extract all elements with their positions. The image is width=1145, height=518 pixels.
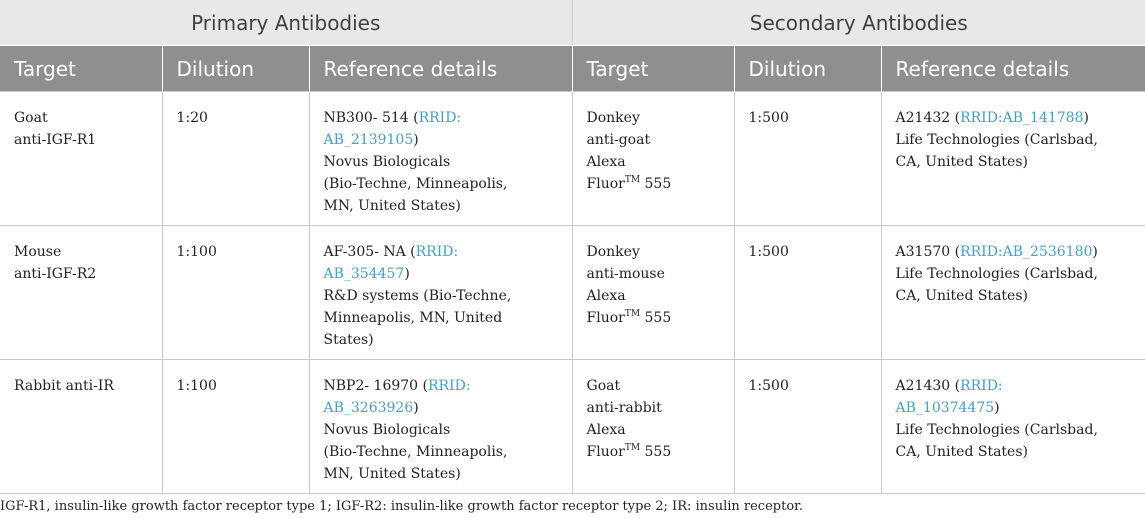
rrid-link[interactable]: AB_10374475 xyxy=(895,400,995,416)
ref-text: R&D systems (Bio-Techne, xyxy=(323,288,512,304)
rrid-link[interactable]: AB_2139105 xyxy=(323,132,414,148)
ref-text: (Bio-Techne, Minneapolis, xyxy=(323,176,508,192)
secondary-dilution-cell: 1:500 xyxy=(734,226,881,360)
rrid-link[interactable]: RRID: xyxy=(418,110,462,126)
rrid-link[interactable]: RRID: xyxy=(415,244,459,260)
table-row xyxy=(0,92,1145,226)
ref-text: ) xyxy=(1083,110,1089,126)
ref-text: (Bio-Techne, Minneapolis, xyxy=(323,444,508,460)
ref-text: CA, United States) xyxy=(895,288,1028,304)
fluor-number: 555 xyxy=(640,310,672,326)
secondary-dilution-cell: 1:500 xyxy=(734,360,881,494)
secondary-reference-cell xyxy=(881,92,1145,226)
primary-target-line: anti-IGF-R1 xyxy=(14,132,97,148)
ref-text: A31570 ( xyxy=(895,244,961,260)
ref-text: ) xyxy=(413,132,419,148)
secondary-dilution-cell: 1:500 xyxy=(734,92,881,226)
primary-dilution-cell: 1:100 xyxy=(162,360,309,494)
rrid-link[interactable]: AB_3263926 xyxy=(323,400,414,416)
trademark-sup: TM xyxy=(624,443,641,453)
ref-text: CA, United States) xyxy=(895,154,1028,170)
trademark-sup: TM xyxy=(624,175,641,185)
secondary-target-line: Goat xyxy=(586,378,621,394)
fluor-text: Fluor xyxy=(586,176,625,192)
column-header-secondary-target: Target xyxy=(572,46,734,92)
column-header-primary-reference: Reference details xyxy=(309,46,572,92)
fluor-text: Fluor xyxy=(586,444,625,460)
ref-text: Life Technologies (Carlsbad, xyxy=(895,266,1098,282)
group-header-primary: Primary Antibodies xyxy=(0,0,572,46)
ref-text: AF-305- NA ( xyxy=(323,244,416,260)
fluor-number: 555 xyxy=(640,444,672,460)
secondary-target-line: anti-mouse xyxy=(586,266,665,282)
secondary-reference-cell xyxy=(881,360,1145,494)
ref-text: CA, United States) xyxy=(895,444,1028,460)
ref-text: A21430 ( xyxy=(895,378,961,394)
trademark-sup: TM xyxy=(624,309,641,319)
ref-text: NBP2- 16970 ( xyxy=(323,378,428,394)
ref-text: Life Technologies (Carlsbad, xyxy=(895,422,1098,438)
rrid-link[interactable]: RRID:AB_141788 xyxy=(960,110,1084,126)
column-header-secondary-dilution: Dilution xyxy=(734,46,881,92)
primary-target-cell xyxy=(0,226,162,360)
ref-text: MN, United States) xyxy=(323,466,461,482)
rrid-link[interactable]: AB_354457 xyxy=(323,266,405,282)
ref-text: ) xyxy=(404,266,410,282)
column-header-secondary-reference: Reference details xyxy=(881,46,1145,92)
ref-text: States) xyxy=(323,332,374,348)
primary-reference-cell xyxy=(309,92,572,226)
primary-target-line: anti-IGF-R2 xyxy=(14,266,97,282)
fluor-text: Fluor xyxy=(586,310,625,326)
secondary-target-line: Alexa xyxy=(586,154,626,170)
primary-reference-cell xyxy=(309,226,572,360)
ref-text: Life Technologies (Carlsbad, xyxy=(895,132,1098,148)
secondary-reference-cell xyxy=(881,226,1145,360)
rrid-link[interactable]: RRID: xyxy=(428,378,471,394)
ref-text: Novus Biologicals xyxy=(323,422,451,438)
table-footnote: IGF-R1, insulin-like growth factor receptor type 1; IGF-R2: insulin-like growth factor receptor type 2; IR: insulin receptor. xyxy=(0,499,804,514)
table-row xyxy=(0,360,1145,494)
group-header-row xyxy=(0,0,1145,46)
primary-reference-cell xyxy=(309,360,572,494)
secondary-target-line: Alexa xyxy=(586,288,626,304)
secondary-target-line: anti-rabbit xyxy=(586,400,662,416)
fluor-number: 555 xyxy=(640,176,672,192)
column-header-primary-dilution: Dilution xyxy=(162,46,309,92)
secondary-target-line: Alexa xyxy=(586,422,626,438)
table-row xyxy=(0,226,1145,360)
rrid-link[interactable]: RRID: xyxy=(960,378,1003,394)
secondary-target-cell xyxy=(572,92,734,226)
ref-text: A21432 ( xyxy=(895,110,961,126)
primary-target-cell xyxy=(0,92,162,226)
ref-text: ) xyxy=(994,400,1000,416)
ref-text: Novus Biologicals xyxy=(323,154,451,170)
secondary-target-line: Donkey xyxy=(586,110,640,126)
ref-text: MN, United States) xyxy=(323,198,461,214)
primary-target-cell xyxy=(0,360,162,494)
column-header-row xyxy=(0,46,1145,92)
group-header-secondary: Secondary Antibodies xyxy=(572,0,1145,46)
column-header-primary-target: Target xyxy=(0,46,162,92)
ref-text: ) xyxy=(413,400,419,416)
primary-target-line: Rabbit anti-IR xyxy=(14,378,114,394)
secondary-target-line: Donkey xyxy=(586,244,640,260)
ref-text: ) xyxy=(1092,244,1098,260)
secondary-target-cell xyxy=(572,360,734,494)
secondary-target-line: anti-goat xyxy=(586,132,651,148)
primary-dilution-cell: 1:100 xyxy=(162,226,309,360)
ref-text: NB300- 514 ( xyxy=(323,110,419,126)
primary-target-line: Goat xyxy=(14,110,48,126)
primary-target-line: Mouse xyxy=(14,244,62,260)
secondary-target-cell xyxy=(572,226,734,360)
primary-dilution-cell: 1:20 xyxy=(162,92,309,226)
ref-text: Minneapolis, MN, United xyxy=(323,310,503,326)
rrid-link[interactable]: RRID:AB_2536180 xyxy=(960,244,1093,260)
